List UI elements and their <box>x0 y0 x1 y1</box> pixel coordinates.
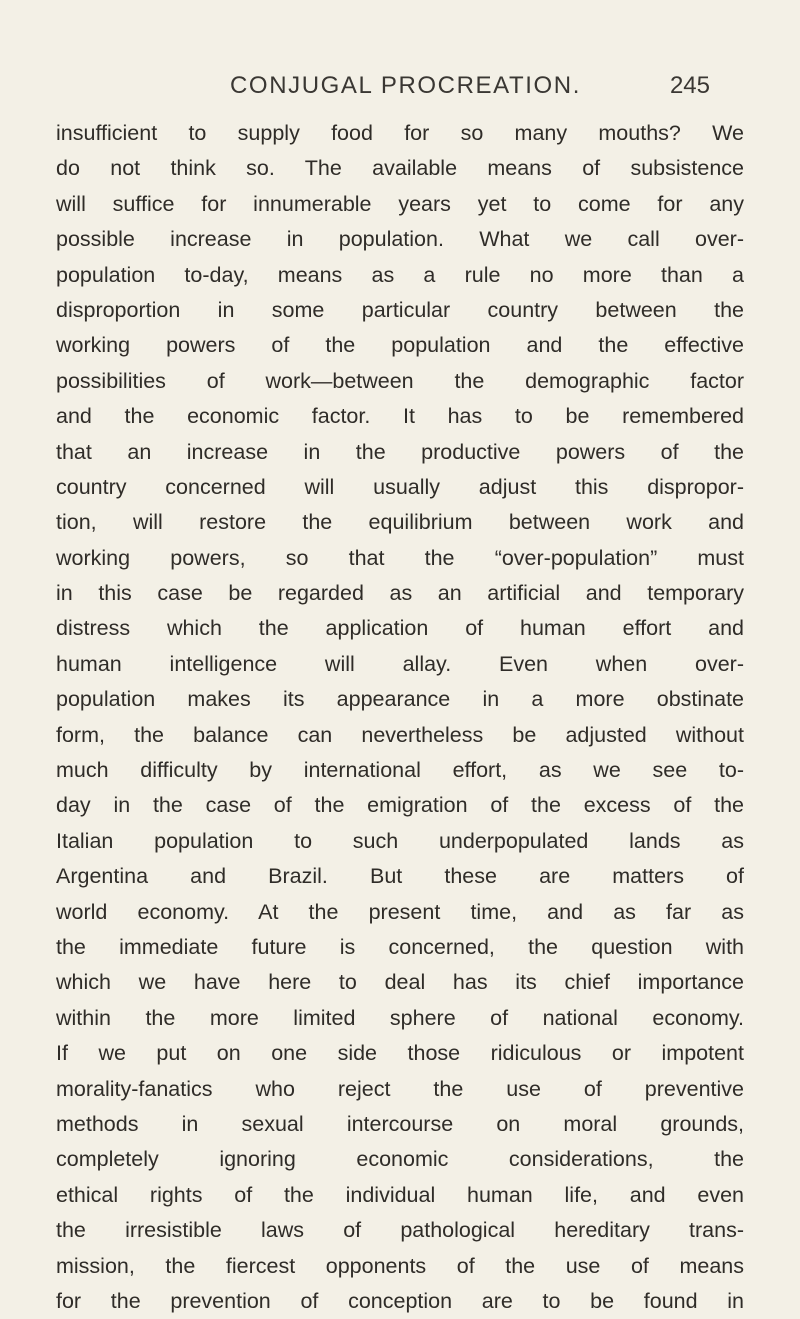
text-line: day in the case of the emigration of the excess of the <box>56 793 744 818</box>
text-line: working powers, so that the “over-population” must <box>56 545 744 570</box>
text-line: population makes its appearance in a more obstinate <box>56 687 744 712</box>
text-line: for the prevention of conception are to be found in <box>56 1288 744 1313</box>
running-head <box>230 72 710 112</box>
text-line: possible increase in population. What we call over- <box>56 227 744 252</box>
text-line: form, the balance can nevertheless be adjusted without <box>56 722 744 747</box>
text-line: disproportion in some particular country between the <box>56 297 744 322</box>
text-line: population to-day, means as a rule no more than a <box>56 262 744 287</box>
text-line: insufficient to supply food for so many mouths? We <box>56 121 744 145</box>
text-line: mission, the fiercest opponents of the use of means <box>56 1253 744 1278</box>
text-line: human intelligence will allay. Even when over- <box>56 651 744 676</box>
text-line: much difficulty by international effort, as we see to- <box>56 758 744 783</box>
text-line: methods in sexual intercourse on moral grounds, <box>56 1111 744 1136</box>
text-line: possibilities of work—between the demographic factor <box>56 368 744 393</box>
text-line: distress which the application of human effort and <box>56 616 744 641</box>
text-line: ethical rights of the individual human life, and even <box>56 1182 744 1207</box>
text-line: Italian population to such underpopulated lands as <box>56 828 744 853</box>
text-line: the immediate future is concerned, the question with <box>56 934 744 959</box>
text-line: in this case be regarded as an artificial and temporary <box>56 581 744 606</box>
text-line: working powers of the population and the effective <box>56 333 744 358</box>
text-line: the irresistible laws of pathological hereditary trans- <box>56 1218 744 1243</box>
text-line: Argentina and Brazil. But these are matters of <box>56 864 744 889</box>
text-line: which we have here to deal has its chief importance <box>56 970 744 995</box>
text-line: world economy. At the present time, and as far as <box>56 899 744 924</box>
body-text <box>56 116 744 1319</box>
text-line: and the economic factor. It has to be remembered <box>56 404 744 429</box>
text-line: within the more limited sphere of national economy. <box>56 1005 744 1030</box>
text-line: completely ignoring economic considerations, the <box>56 1147 744 1172</box>
text-line: country concerned will usually adjust this dispropor- <box>56 474 744 499</box>
text-line: morality-fanatics who reject the use of preventive <box>56 1076 744 1101</box>
text-line: tion, will restore the equilibrium between work and <box>56 510 744 535</box>
running-head-title: CONJUGAL PROCREATION. <box>230 72 581 99</box>
text-line: that an increase in the productive powers of the <box>56 439 744 464</box>
text-line: will suffice for innumerable years yet to come for any <box>56 191 744 216</box>
text-line: If we put on one side those ridiculous or impotent <box>56 1041 744 1066</box>
text-line: do not think so. The available means of subsistence <box>56 156 744 181</box>
page-number: 245 <box>669 72 710 99</box>
